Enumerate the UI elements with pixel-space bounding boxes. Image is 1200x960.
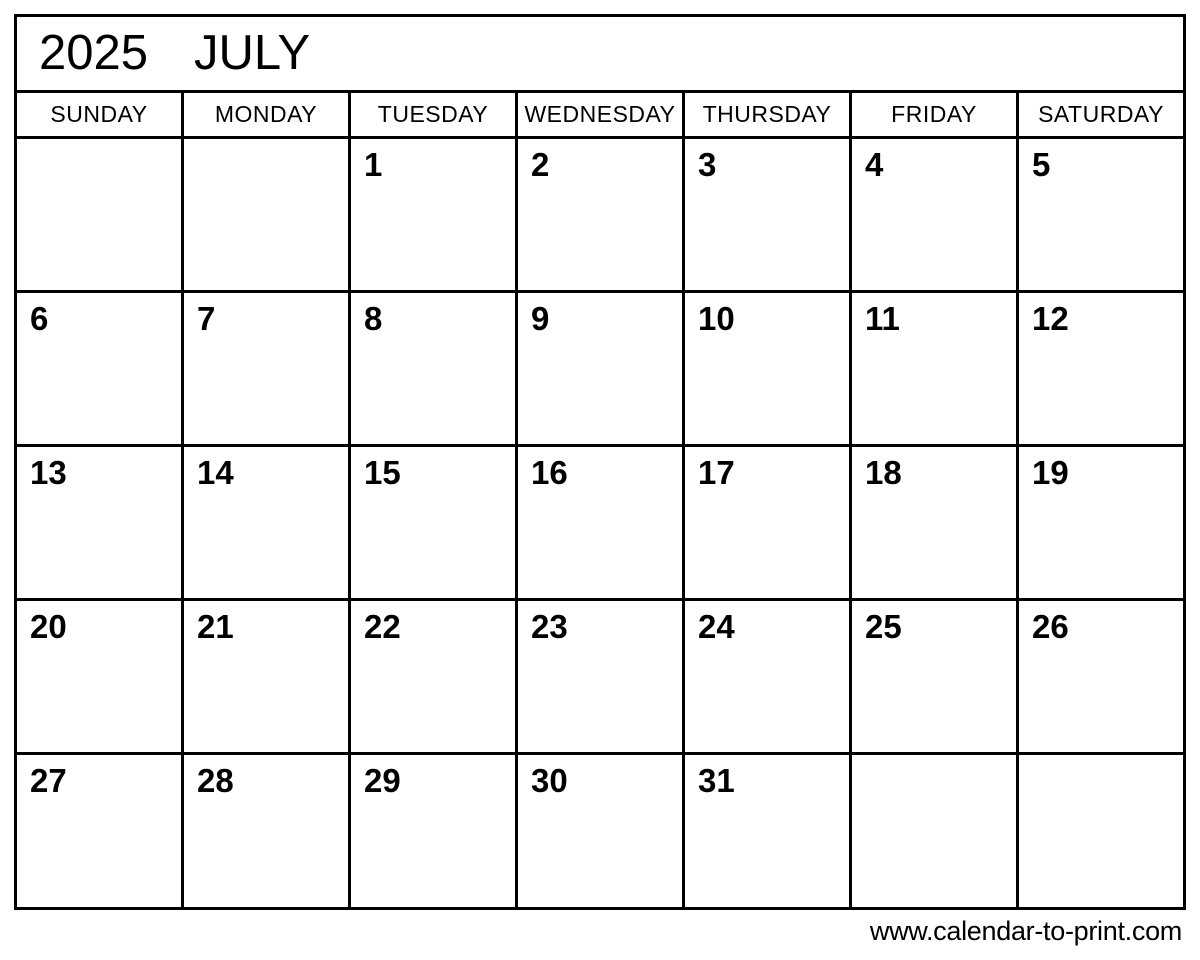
- day-number: 22: [364, 608, 401, 645]
- day-number: 7: [197, 300, 216, 337]
- weekday-header-row: [17, 93, 1183, 139]
- day-number: 23: [531, 608, 568, 645]
- weekday-header-friday: FRIDAY: [852, 93, 1019, 136]
- weekday-header-tuesday: TUESDAY: [351, 93, 518, 136]
- day-cell[interactable]: [17, 601, 184, 752]
- day-cell[interactable]: [17, 447, 184, 598]
- day-number: 15: [364, 454, 401, 491]
- weekday-header-monday: MONDAY: [184, 93, 351, 136]
- day-number: 30: [531, 762, 568, 799]
- day-cell[interactable]: [351, 293, 518, 444]
- day-number: 25: [865, 608, 902, 645]
- day-cell[interactable]: [852, 139, 1019, 290]
- day-number: 19: [1032, 454, 1069, 491]
- weekday-header-wednesday: WEDNESDAY: [518, 93, 685, 136]
- day-number: 18: [865, 454, 902, 491]
- day-number: 29: [364, 762, 401, 799]
- day-cell[interactable]: [685, 447, 852, 598]
- day-cell[interactable]: [685, 293, 852, 444]
- source-website-label: www.calendar-to-print.com: [869, 916, 1182, 946]
- day-cell[interactable]: [518, 601, 685, 752]
- weekday-header-thursday: THURSDAY: [685, 93, 852, 136]
- day-number: 16: [531, 454, 568, 491]
- day-cell[interactable]: [1019, 293, 1183, 444]
- day-cell[interactable]: [351, 755, 518, 907]
- day-number: 26: [1032, 608, 1069, 645]
- day-cell[interactable]: [685, 601, 852, 752]
- day-number: 28: [197, 762, 234, 799]
- day-cell[interactable]: [685, 139, 852, 290]
- day-cell[interactable]: [351, 601, 518, 752]
- day-cell[interactable]: [1019, 139, 1183, 290]
- day-cell[interactable]: [685, 755, 852, 907]
- day-number: 2: [531, 146, 550, 183]
- weekday-header-sunday: SUNDAY: [17, 93, 184, 136]
- calendar-week-row: [17, 447, 1183, 601]
- calendar-grid: [14, 90, 1186, 910]
- day-number: 20: [30, 608, 67, 645]
- day-cell[interactable]: [518, 139, 685, 290]
- calendar-year: 2025: [39, 26, 149, 80]
- day-cell[interactable]: [184, 293, 351, 444]
- day-number: 3: [698, 146, 717, 183]
- weekday-header-saturday: SATURDAY: [1038, 101, 1164, 127]
- day-cell[interactable]: [518, 293, 685, 444]
- day-number: 17: [698, 454, 735, 491]
- day-cell[interactable]: [1019, 447, 1183, 598]
- day-number: 11: [865, 300, 900, 337]
- calendar-week-row: [17, 755, 1183, 907]
- day-number: 14: [197, 454, 234, 491]
- day-number: 31: [698, 762, 735, 799]
- day-number: 21: [197, 608, 234, 645]
- calendar-week-row: [17, 293, 1183, 447]
- calendar-week-row: [17, 139, 1183, 293]
- day-cell[interactable]: [852, 293, 1019, 444]
- day-cell[interactable]: [852, 447, 1019, 598]
- day-number: 10: [698, 300, 735, 337]
- day-cell[interactable]: [351, 447, 518, 598]
- day-number: 1: [364, 146, 383, 183]
- day-cell[interactable]: [1019, 601, 1183, 752]
- day-cell[interactable]: [351, 139, 518, 290]
- day-number: 9: [531, 300, 550, 337]
- day-cell[interactable]: [17, 755, 184, 907]
- day-cell[interactable]: [1019, 755, 1183, 907]
- day-number: 4: [865, 146, 884, 183]
- day-cell[interactable]: [184, 755, 351, 907]
- day-cell[interactable]: [852, 755, 1019, 907]
- day-cell[interactable]: [852, 601, 1019, 752]
- day-cell[interactable]: [184, 139, 351, 290]
- calendar-week-row: [17, 601, 1183, 755]
- day-cell[interactable]: [184, 447, 351, 598]
- day-number: 13: [30, 454, 67, 491]
- footer: [14, 916, 1186, 947]
- day-number: 27: [30, 762, 67, 799]
- day-cell[interactable]: [518, 447, 685, 598]
- calendar-month: JULY: [194, 26, 311, 80]
- day-number: 6: [30, 300, 49, 337]
- day-cell[interactable]: [17, 293, 184, 444]
- calendar-title-bar: [14, 14, 1186, 90]
- day-number: 24: [698, 608, 735, 645]
- day-cell[interactable]: [184, 601, 351, 752]
- day-number: 12: [1032, 300, 1069, 337]
- day-number: 5: [1032, 146, 1051, 183]
- day-cell[interactable]: [518, 755, 685, 907]
- day-cell[interactable]: [17, 139, 184, 290]
- day-number: 8: [364, 300, 383, 337]
